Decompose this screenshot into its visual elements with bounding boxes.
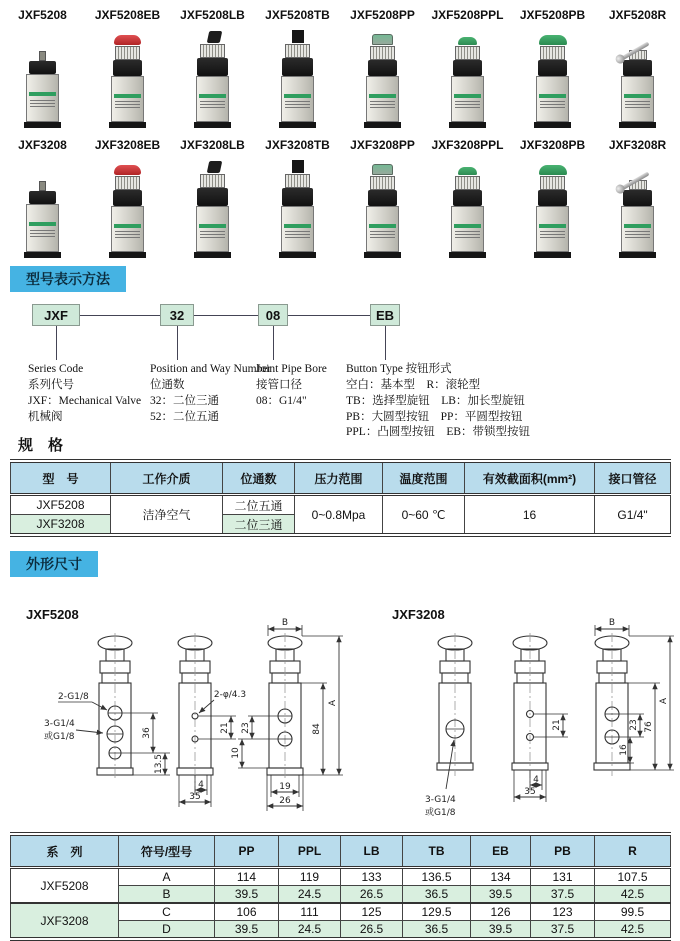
- spec-row-5208: [11, 495, 671, 515]
- valve-base: [364, 252, 401, 258]
- valve-base: [279, 122, 316, 128]
- desc-line: 接管口径: [256, 378, 302, 391]
- valve-collar: [200, 174, 225, 188]
- model-code-box-bore: 08: [258, 304, 288, 326]
- value: 39.5: [215, 921, 279, 940]
- col-lb: LB: [341, 834, 403, 868]
- valve-label-text: [540, 101, 565, 110]
- product-cell: [595, 6, 680, 128]
- valve-label-stripe: [284, 224, 311, 228]
- valve-collar: [285, 174, 310, 188]
- desc-line: TB：选择型旋钮 LB：加长型旋钮: [346, 394, 525, 407]
- valve-photo: [186, 156, 240, 258]
- dim-label: 13.5: [154, 753, 164, 775]
- valve-body: [281, 76, 314, 122]
- dim-header-row: [11, 834, 671, 868]
- dim-label: 3-G1/4: [44, 719, 75, 729]
- desc-bore: [256, 362, 327, 410]
- product-cell: [170, 6, 255, 128]
- product-label: JXF3208PB: [519, 138, 586, 152]
- valve-button: [458, 167, 477, 175]
- valve-label-text: [625, 101, 650, 110]
- valve-base: [24, 122, 61, 128]
- valve-upper: [29, 191, 56, 204]
- dim-label: B: [281, 618, 289, 628]
- product-label: JXF3208LB: [180, 138, 245, 152]
- product-label: JXF5208PB: [519, 8, 586, 22]
- product-label: JXF3208TB: [265, 138, 330, 152]
- valve-body: [196, 206, 229, 252]
- valve-label-text: [625, 231, 650, 240]
- dim-label: 16: [619, 744, 629, 756]
- value: 39.5: [471, 886, 531, 904]
- dim-label: 35: [524, 787, 536, 797]
- valve-base: [279, 252, 316, 258]
- value: 133: [341, 868, 403, 886]
- desc-line: Series Code: [28, 363, 84, 375]
- dim-label: 4: [533, 775, 539, 785]
- valve-body: [451, 76, 484, 122]
- dimension-drawing-svg: [0, 583, 680, 823]
- valve-base: [534, 122, 571, 128]
- value: 125: [341, 903, 403, 921]
- col-symbol: 符号/型号: [119, 834, 215, 868]
- valve-collar: [370, 46, 395, 60]
- valve-body: [536, 206, 569, 252]
- value: 37.5: [531, 921, 595, 940]
- value: 37.5: [531, 886, 595, 904]
- dim-label: 35: [189, 792, 201, 802]
- col-pb: PB: [531, 834, 595, 868]
- valve-collar: [455, 46, 480, 60]
- model-code-box-series: JXF: [32, 304, 80, 326]
- valve-base: [194, 122, 231, 128]
- product-cell: [340, 136, 425, 258]
- section-header-model-method: 型号表示方法: [10, 266, 126, 292]
- dim-label: A: [328, 699, 338, 707]
- col-ppl: PPL: [279, 834, 341, 868]
- valve-photo: [441, 156, 495, 258]
- valve-body: [621, 76, 654, 122]
- valve-label-text: [115, 101, 140, 110]
- drawing-title-jxf5208: JXF5208: [26, 607, 79, 622]
- dim-label: 23: [629, 719, 639, 731]
- drawing-title-jxf3208: JXF3208: [392, 607, 445, 622]
- valve-label-stripe: [369, 94, 396, 98]
- valve-collar: [285, 44, 310, 58]
- valve-label-stripe: [114, 224, 141, 228]
- model-name: JXF5208: [11, 495, 111, 515]
- product-label: JXF5208R: [608, 8, 667, 22]
- valve-photo: [441, 26, 495, 128]
- valve-body: [536, 76, 569, 122]
- desc-button: [346, 362, 530, 441]
- value: 99.5: [595, 903, 671, 921]
- valve-label-text: [370, 231, 395, 240]
- product-label: JXF3208EB: [94, 138, 161, 152]
- product-label: JXF5208: [18, 8, 67, 22]
- dim-label: 76: [644, 721, 654, 733]
- section-header-spec: 规 格: [18, 437, 64, 454]
- valve-label-text: [455, 231, 480, 240]
- valve-button: [372, 34, 393, 45]
- value: 123: [531, 903, 595, 921]
- valve-label-stripe: [29, 222, 56, 226]
- valve-button: [114, 165, 141, 175]
- valve-photo: [101, 26, 155, 128]
- col-r: R: [595, 834, 671, 868]
- model-code-diagram: [0, 304, 680, 439]
- valve-upper: [453, 190, 482, 206]
- col-area: 有效截面积(mm²): [465, 461, 595, 495]
- dim-label: 2-φ/4.3: [213, 690, 247, 700]
- desc-line: PB：大圆型按钮 PP：平圆型按钮: [346, 410, 523, 423]
- value: 26.5: [341, 921, 403, 940]
- valve-collar: [200, 44, 225, 58]
- product-cell: [340, 6, 425, 128]
- valve-label-stripe: [369, 224, 396, 228]
- dim-label: 2-G1/8: [58, 692, 89, 702]
- symbol: C: [119, 903, 215, 921]
- valve-button: [539, 35, 567, 45]
- dim-label: 21: [220, 722, 230, 734]
- desc-line: 32：二位三通: [150, 394, 219, 407]
- valve-base: [364, 122, 401, 128]
- valve-button: [114, 35, 141, 45]
- valve-button: [539, 165, 567, 175]
- valve-body: [366, 76, 399, 122]
- pressure-value: 0~0.8Mpa: [295, 495, 383, 536]
- valve-upper: [113, 60, 142, 76]
- valve-collar: [455, 176, 480, 190]
- valve-label-text: [30, 230, 55, 239]
- valve-photo: [271, 156, 325, 258]
- valve-body: [196, 76, 229, 122]
- valve-base: [534, 252, 571, 258]
- desc-line: Joint Pipe Bore: [256, 363, 327, 375]
- series-name: JXF3208: [11, 903, 119, 939]
- valve-photo: [101, 156, 155, 258]
- valve-label-text: [200, 101, 225, 110]
- drop-line: [56, 326, 57, 360]
- spec-header-row: [11, 461, 671, 495]
- valve-base: [449, 122, 486, 128]
- desc-line: Position and Way Number: [150, 363, 272, 375]
- drop-line: [177, 326, 178, 360]
- model-name: JXF3208: [11, 515, 111, 536]
- product-label: JXF3208PP: [350, 138, 415, 152]
- dimension-table: [10, 832, 671, 941]
- symbol: A: [119, 868, 215, 886]
- valve-photo: [611, 156, 665, 258]
- valve-upper: [368, 190, 397, 206]
- valve-base: [619, 252, 656, 258]
- col-pp: PP: [215, 834, 279, 868]
- valve-photo: [271, 26, 325, 128]
- product-cell: [510, 136, 595, 258]
- value: 26.5: [341, 886, 403, 904]
- valve-upper: [623, 190, 652, 206]
- valve-upper: [538, 190, 567, 206]
- series-name: JXF5208: [11, 868, 119, 904]
- valve-body: [111, 76, 144, 122]
- valve-upper: [623, 60, 652, 76]
- valve-photo: [526, 26, 580, 128]
- valve-base: [449, 252, 486, 258]
- valve-photo: [186, 26, 240, 128]
- valve-label-stripe: [29, 92, 56, 96]
- product-label: JXF5208TB: [265, 8, 330, 22]
- product-row-3208: [0, 136, 680, 258]
- valve-label-stripe: [199, 224, 226, 228]
- valve-body: [281, 206, 314, 252]
- value: 24.5: [279, 921, 341, 940]
- valve-collar: [115, 46, 140, 60]
- desc-line: Button Type 按钮形式: [346, 363, 452, 375]
- product-cell: [170, 136, 255, 258]
- dim-label: 26: [279, 796, 291, 806]
- product-cell: [0, 136, 85, 258]
- valve-label-text: [540, 231, 565, 240]
- dim-label: 36: [142, 727, 152, 739]
- section-header-outline: 外形尺寸: [10, 551, 98, 577]
- valve-label-text: [285, 101, 310, 110]
- value: 39.5: [215, 886, 279, 904]
- valve-body: [451, 206, 484, 252]
- product-cell: [425, 6, 510, 128]
- valve-body: [366, 206, 399, 252]
- value: 36.5: [403, 886, 471, 904]
- value: 131: [531, 868, 595, 886]
- outline-drawings: [0, 583, 680, 828]
- col-medium: 工作介质: [111, 461, 223, 495]
- col-model: 型 号: [11, 461, 111, 495]
- valve-upper: [282, 58, 313, 76]
- desc-line: 系列代号: [28, 378, 74, 391]
- col-eb: EB: [471, 834, 531, 868]
- valve-upper: [113, 190, 142, 206]
- value: 39.5: [471, 921, 531, 940]
- symbol: D: [119, 921, 215, 940]
- valve-photo: [526, 156, 580, 258]
- valve-photo: [611, 26, 665, 128]
- valve-label-stripe: [199, 94, 226, 98]
- value: 134: [471, 868, 531, 886]
- product-cell: [425, 136, 510, 258]
- ways-value: 二位五通: [223, 495, 295, 515]
- desc-line: JXF：Mechanical Valve: [28, 394, 142, 407]
- valve-label-stripe: [454, 94, 481, 98]
- value: 119: [279, 868, 341, 886]
- valve-button: [39, 51, 46, 61]
- product-label: JXF5208PP: [350, 8, 415, 22]
- port-value: G1/4": [595, 495, 671, 536]
- col-pressure: 压力范围: [295, 461, 383, 495]
- valve-upper: [197, 188, 228, 206]
- dim-label: 或G1/8: [425, 808, 456, 818]
- valve-body: [111, 206, 144, 252]
- valve-upper: [197, 58, 228, 76]
- valve-button: [39, 181, 46, 191]
- valve-photo: [356, 156, 410, 258]
- value: 111: [279, 903, 341, 921]
- valve-upper: [538, 60, 567, 76]
- valve-button: [372, 164, 393, 175]
- valve-base: [24, 252, 61, 258]
- valve-photo: [16, 26, 70, 128]
- product-cell: [85, 6, 170, 128]
- value: 36.5: [403, 921, 471, 940]
- model-code-box-ways: 32: [160, 304, 194, 326]
- value: 114: [215, 868, 279, 886]
- product-cell: [255, 6, 340, 128]
- valve-collar: [540, 46, 565, 60]
- desc-line: PPL：凸圆型按钮 EB：带锁型按钮: [346, 426, 531, 439]
- valve-button: [292, 30, 304, 43]
- model-code-box-button: EB: [370, 304, 400, 326]
- valve-photo: [16, 156, 70, 258]
- valve-upper: [368, 60, 397, 76]
- product-showcase: [0, 0, 680, 258]
- col-ways: 位通数: [223, 461, 295, 495]
- product-cell: [0, 6, 85, 128]
- valve-label-stripe: [624, 94, 651, 98]
- value: 106: [215, 903, 279, 921]
- product-label: JXF5208EB: [94, 8, 161, 22]
- connector-line: [56, 315, 386, 316]
- valve-base: [109, 122, 146, 128]
- valve-button: [207, 161, 223, 173]
- valve-base: [109, 252, 146, 258]
- product-row-5208: [0, 6, 680, 128]
- value: 136.5: [403, 868, 471, 886]
- product-cell: [595, 136, 680, 258]
- valve-label-text: [115, 231, 140, 240]
- value: 129.5: [403, 903, 471, 921]
- value: 24.5: [279, 886, 341, 904]
- col-temperature: 温度范围: [383, 461, 465, 495]
- dim-label: 19: [279, 782, 291, 792]
- ways-value: 二位三通: [223, 515, 295, 536]
- desc-series: [28, 362, 141, 425]
- valve-base: [194, 252, 231, 258]
- product-cell: [85, 136, 170, 258]
- spec-table: [10, 459, 671, 537]
- product-label: JXF3208R: [608, 138, 667, 152]
- dim-label: B: [608, 618, 616, 628]
- medium-value: 洁净空气: [111, 495, 223, 536]
- dim-label: 10: [231, 747, 241, 759]
- valve-label-text: [30, 100, 55, 109]
- col-series: 系 列: [11, 834, 119, 868]
- valve-base: [619, 122, 656, 128]
- value: 42.5: [595, 921, 671, 940]
- product-cell: [510, 6, 595, 128]
- valve-label-stripe: [284, 94, 311, 98]
- area-value: 16: [465, 495, 595, 536]
- valve-body: [621, 206, 654, 252]
- valve-collar: [540, 176, 565, 190]
- valve-label-text: [285, 231, 310, 240]
- valve-label-text: [200, 231, 225, 240]
- desc-line: 空白：基本型 R：滚轮型: [346, 378, 481, 391]
- product-label: JXF5208PPL: [431, 8, 504, 22]
- drop-line: [273, 326, 274, 360]
- valve-label-stripe: [624, 224, 651, 228]
- value: 42.5: [595, 886, 671, 904]
- valve-label-text: [370, 101, 395, 110]
- drop-line: [385, 326, 386, 360]
- valve-label-stripe: [539, 94, 566, 98]
- value: 107.5: [595, 868, 671, 886]
- valve-label-stripe: [539, 224, 566, 228]
- valve-upper: [282, 188, 313, 206]
- valve-button: [207, 31, 223, 43]
- valve-label-stripe: [454, 224, 481, 228]
- dim-label: 或G1/8: [44, 732, 75, 742]
- valve-label-text: [455, 101, 480, 110]
- valve-collar: [370, 176, 395, 190]
- dim-label: A: [659, 697, 669, 705]
- dim-label: 3-G1/4: [425, 795, 456, 805]
- temperature-value: 0~60 ℃: [383, 495, 465, 536]
- product-label: JXF3208PPL: [431, 138, 504, 152]
- desc-line: 机械阀: [28, 410, 63, 423]
- product-label: JXF5208LB: [180, 8, 245, 22]
- dim-row-a: [11, 868, 671, 886]
- desc-line: 08：G1/4": [256, 394, 307, 407]
- desc-line: 52：二位五通: [150, 410, 219, 423]
- dim-label: 4: [198, 780, 204, 790]
- valve-button: [458, 37, 477, 45]
- product-label: JXF3208: [18, 138, 67, 152]
- valve-upper: [453, 60, 482, 76]
- valve-upper: [29, 61, 56, 74]
- dim-label: 21: [552, 719, 562, 731]
- dim-label: 84: [312, 723, 322, 735]
- value: 126: [471, 903, 531, 921]
- col-port: 接口管径: [595, 461, 671, 495]
- valve-label-stripe: [114, 94, 141, 98]
- valve-photo: [356, 26, 410, 128]
- valve-collar: [115, 176, 140, 190]
- desc-ways: [150, 362, 271, 425]
- product-cell: [255, 136, 340, 258]
- symbol: B: [119, 886, 215, 904]
- valve-body: [26, 74, 59, 122]
- col-tb: TB: [403, 834, 471, 868]
- dim-label: 23: [241, 722, 251, 734]
- valve-body: [26, 204, 59, 252]
- valve-button: [292, 160, 304, 173]
- desc-line: 位通数: [150, 378, 185, 391]
